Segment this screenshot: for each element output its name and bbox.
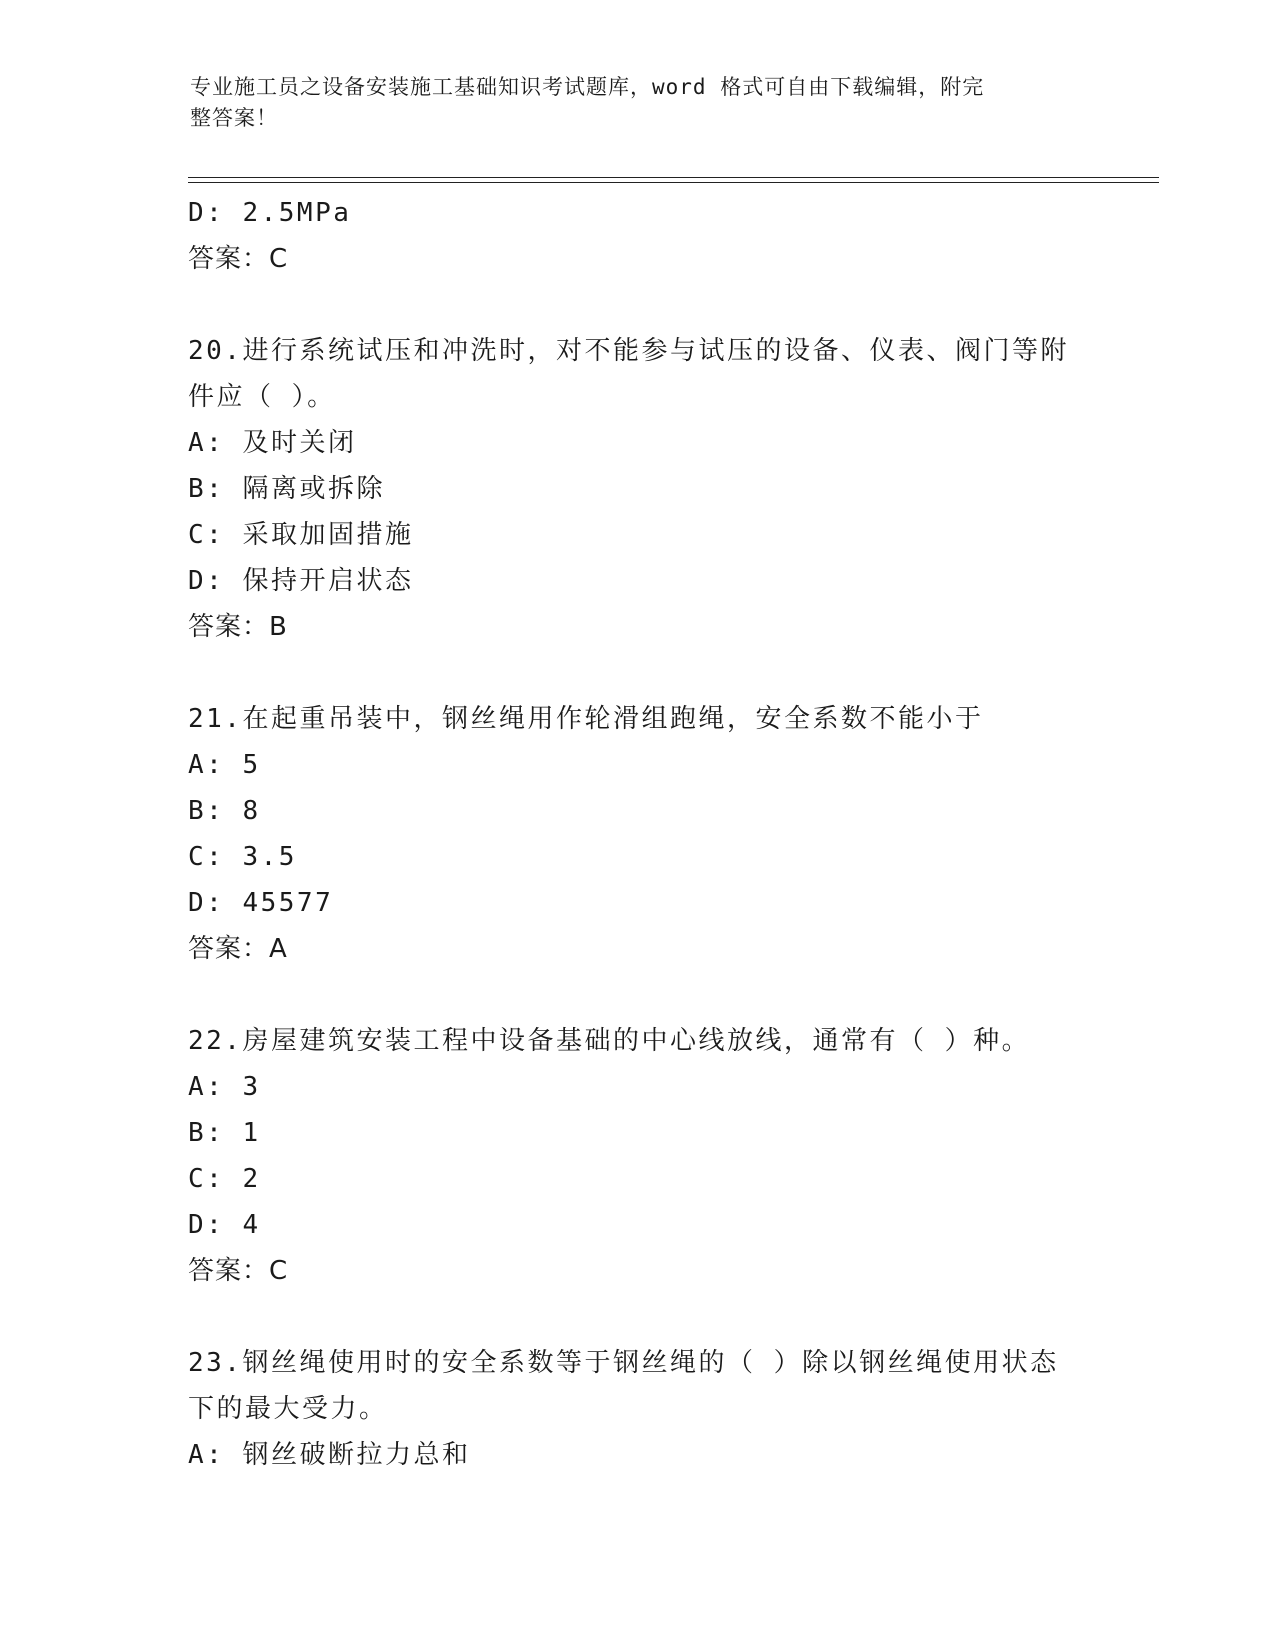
question-21 (188, 696, 1088, 972)
header-line-2: 整答案！ (190, 106, 278, 130)
question-stem-cont: 件应（ ）。 (188, 382, 336, 412)
question-stem: 21.在起重吊装中，钢丝绳用作轮滑组跑绳，安全系数不能小于 (188, 704, 984, 734)
option-d: D: 保持开启状态 (188, 566, 414, 596)
option-c: C: 3.5 (188, 842, 297, 872)
header-divider-thin (188, 182, 1159, 183)
option-c: C: 采取加固措施 (188, 520, 414, 550)
option-b: B: 1 (188, 1118, 261, 1148)
option-b: B: 隔离或拆除 (188, 474, 385, 504)
question-23 (188, 1340, 1088, 1478)
answer: 答案：C (188, 1256, 289, 1286)
option-a: A: 5 (188, 750, 261, 780)
question-20 (188, 328, 1088, 650)
page-header (190, 72, 1090, 134)
option-d: D: 4 (188, 1210, 261, 1240)
prev-answer: 答案：C (188, 244, 289, 274)
question-stem: 22.房屋建筑安装工程中设备基础的中心线放线，通常有（ ）种。 (188, 1026, 1031, 1056)
header-line-1: 专业施工员之设备安装施工基础知识考试题库，word 格式可自由下载编辑，附完 (190, 75, 985, 99)
option-b: B: 8 (188, 796, 261, 826)
option-a: A: 及时关闭 (188, 428, 357, 458)
header-divider-thick (188, 177, 1159, 178)
option-c: C: 2 (188, 1164, 261, 1194)
answer: 答案：A (188, 934, 288, 964)
question-stem-cont: 下的最大受力。 (188, 1394, 388, 1424)
option-a: A: 3 (188, 1072, 261, 1102)
option-a: A: 钢丝破断拉力总和 (188, 1440, 471, 1470)
question-list (188, 190, 1088, 1478)
option-d: D: 45577 (188, 888, 334, 918)
question-stem: 23.钢丝绳使用时的安全系数等于钢丝绳的（ ）除以钢丝绳使用状态 (188, 1348, 1059, 1378)
prev-option-d: D: 2.5MPa (188, 198, 352, 228)
answer: 答案：B (188, 612, 288, 642)
question-stem: 20.进行系统试压和冲洗时，对不能参与试压的设备、仪表、阀门等附 (188, 336, 1069, 366)
question-22 (188, 1018, 1088, 1294)
